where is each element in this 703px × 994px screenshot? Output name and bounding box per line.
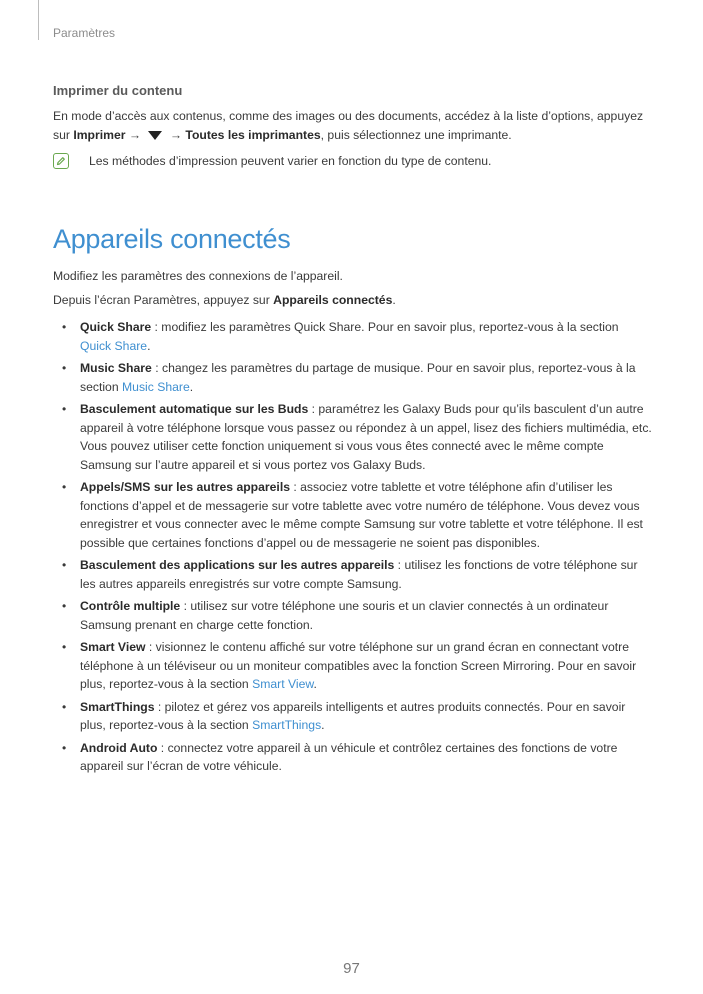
list-item: • Smart View : visionnez le contenu affiché sur votre téléphone sur un grand écran en connectant votre téléphone à un téléviseur ou un moniteur compatibles avec la fonction Screen Mirroring. Pour en savoir plus, reportez-vous à la section Smart View. <box>62 640 637 691</box>
keyword-connected-devices: Appareils connectés <box>273 293 393 307</box>
link-smart-view[interactable]: Smart View <box>252 677 314 691</box>
list-item: • SmartThings : pilotez et gérez vos appareils intelligents et autres produits connectés. Pour en savoir plus, reportez-vous à la section SmartThings. <box>62 699 626 732</box>
path-text: Depuis l’écran Paramètres, appuyez sur Appareils connectés. <box>53 293 396 307</box>
chapter-title: Appareils connectés <box>53 224 291 254</box>
note-text: Les méthodes d’impression peuvent varier en fonction du type de contenu. <box>89 154 492 168</box>
list-item: • Basculement automatique sur les Buds : paramétrez les Galaxy Buds pour qu’ils basculent d’un autre appareil à votre téléphone lorsque vous passez ou répondez à un appel, lisez des fichiers multimédia, etc. Vous pouvez utiliser cette fonction uniquement si vous vous êtes connecté avec le même compte Samsung sur l’autre appareil et si vous portez vos Galaxy Buds. <box>62 402 652 472</box>
running-header: Paramètres <box>53 26 116 40</box>
note <box>53 153 653 169</box>
list-item: • Android Auto : connectez votre appareil à un véhicule et contrôlez certaines des fonctions de votre appareil sur l’écran de votre véhicule. <box>62 740 618 773</box>
page-number: 97 <box>343 960 360 977</box>
list-item: • Appels/SMS sur les autres appareils : associez votre tablette et votre téléphone afin d’utiliser les fonctions d’appel et de messagerie sur votre tablette avec votre numéro de téléphone. Vous devez vous enregistrer et vous connecter avec le même compte Samsung sur votre tablette et votre téléphone. Il est possible que certaines fonctions d’appel ou de messagerie ne soient pas disponibles. <box>62 480 643 550</box>
intro-text: Modifiez les paramètres des connexions de l’appareil. <box>53 269 343 283</box>
list-item: • Quick Share : modifiez les paramètres Quick Share. Pour en savoir plus, reportez-vous à la section Quick Share. <box>62 320 619 353</box>
link-music-share[interactable]: Music Share <box>122 379 190 394</box>
list-item: • Contrôle multiple : utilisez sur votre téléphone une souris et un clavier connectés à un ordinateur Samsung prenant en charge cette fonction. <box>62 599 609 632</box>
page-content <box>53 83 653 780</box>
link-quick-share[interactable]: Quick Share <box>80 338 148 353</box>
keyword-all-printers: Toutes les imprimantes <box>185 128 321 142</box>
note-pencil-icon <box>53 153 69 169</box>
margin-rule <box>38 0 39 40</box>
more-options-icon <box>148 131 162 140</box>
list-item: • Basculement des applications sur les autres appareils : utilisez les fonctions de votre téléphone sur les autres appareils enregistrés sur votre compte Samsung. <box>62 558 638 591</box>
options-list <box>53 318 653 776</box>
section-title-print: Imprimer du contenu <box>53 83 183 98</box>
keyword-imprimer: Imprimer <box>73 128 126 142</box>
print-instructions: En mode d’accès aux contenus, comme des images ou des documents, accédez à la liste d’options, appuyez sur Imprimer → → Toutes les imprimantes, puis sélectionnez une imprimante. <box>53 109 644 142</box>
link-smartthings[interactable]: SmartThings <box>252 718 322 732</box>
list-item: • Music Share : changez les paramètres du partage de musique. Pour en savoir plus, reportez-vous à la section Music Share. <box>62 361 636 394</box>
chapter-intro <box>53 267 653 310</box>
